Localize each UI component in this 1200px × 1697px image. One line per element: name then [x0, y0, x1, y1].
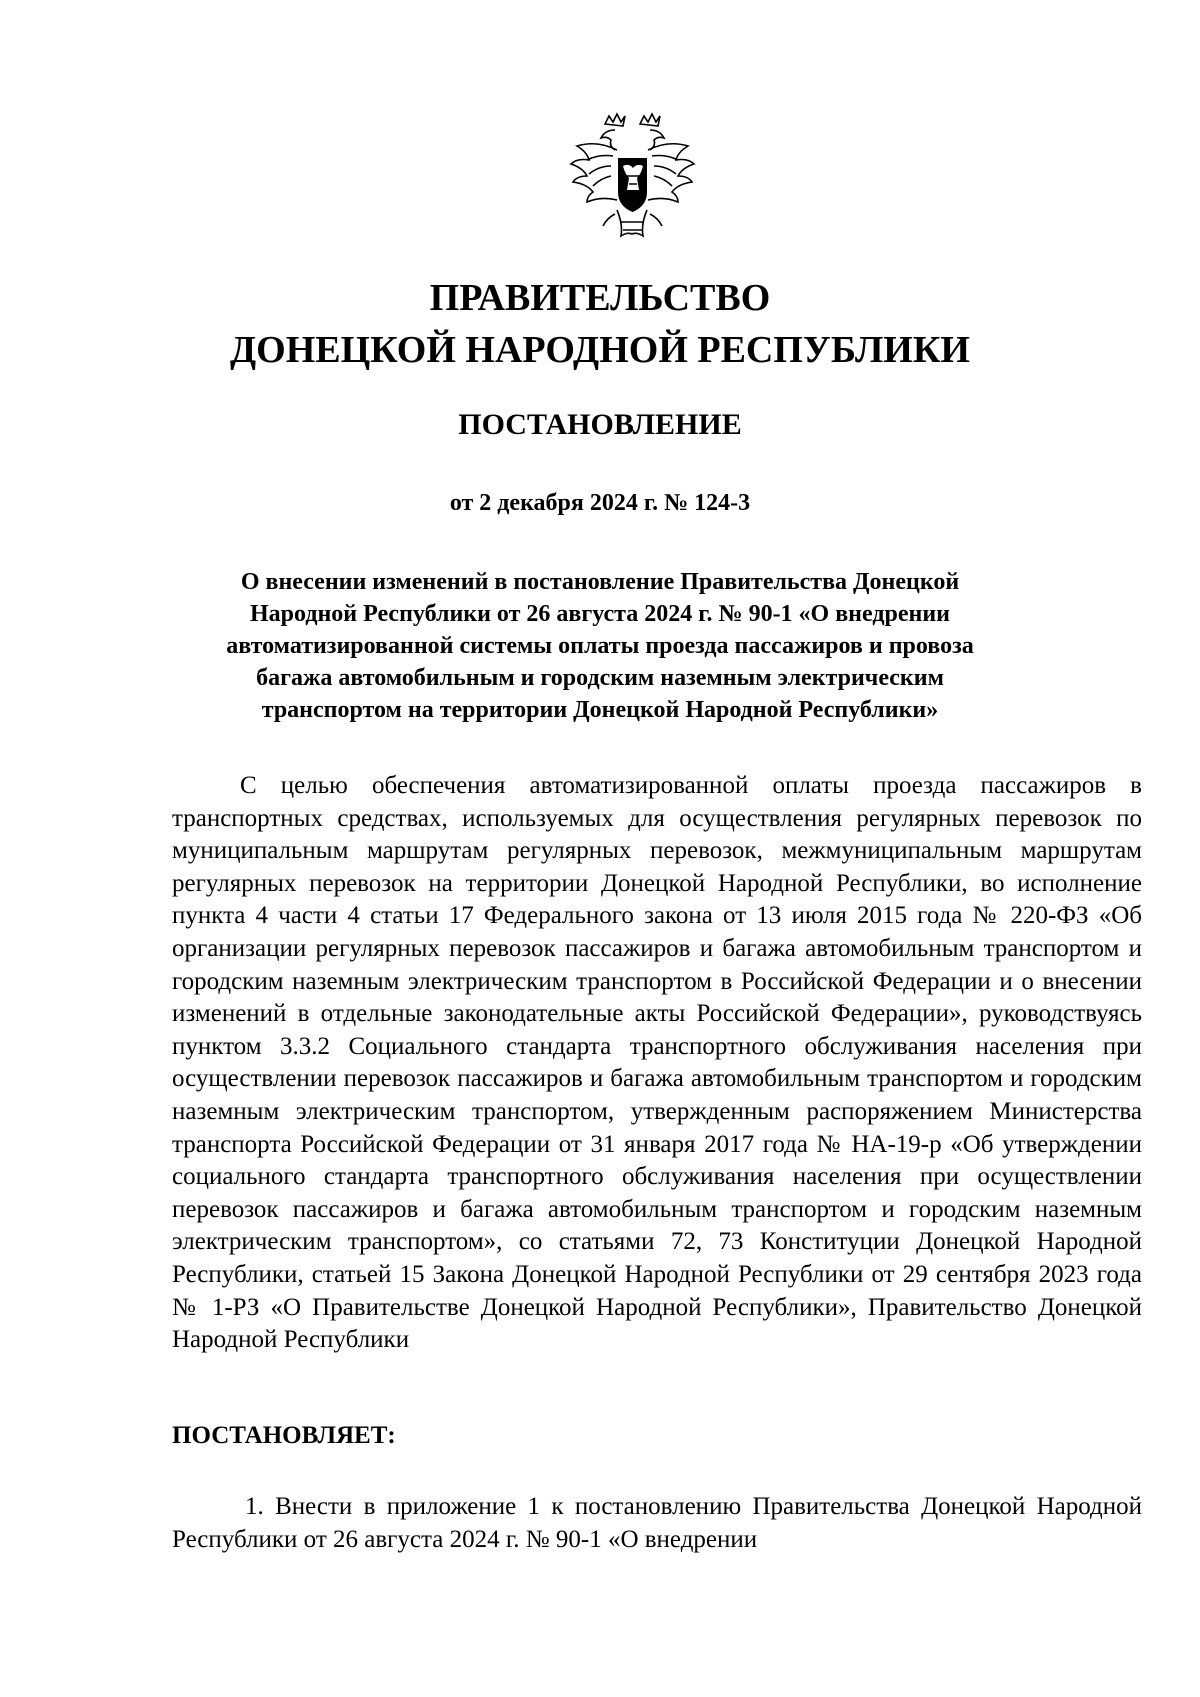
document-subject	[0, 566, 1200, 726]
document-type: ПОСТАНОВЛЕНИЕ	[458, 408, 742, 441]
preamble-paragraph: С целью обеспечения автоматизированной оплаты проезда пассажиров в транспортных средствах, используемых для осуществления регулярных перевозок по муниципальным маршрутам регулярных перевозок, межмуниципальным маршрутам регулярных перевозок на территории Донецкой Народной Республики, во исполнение пункта 4 части 4 статьи 17 Федерального закона от 13 июля 2015 года № 220-ФЗ «Об организации регулярных перевозок пассажиров и багажа автомобильным транспортом и городским наземным электрическим транспортом в Российской Федерации и о внесении изменений в отдельные законодательные акты Российской Федерации», руководствуясь пунктом 3.3.2 Социального стандарта транспортного обслуживания населения при осуществлении перевозок пассажиров и багажа автомобильным транспортом и городским наземным электрическим транспортом, утвержденным распоряжением Министерства транспорта Российской Федерации от 31 января 2017 года № НА-19-р «Об утверждении социального стандарта транспортного обслуживания населения при осуществлении перевозок пассажиров и багажа автомобильным транспортом и городским наземным электрическим транспортом», со статьями 72, 73 Конституции Донецкой Народной Республики, статьей 15 Закона Донецкой Народной Республики от 29 сентября 2023 года № 1-РЗ «О Правительстве Донецкой Народной Республики», Правительство Донецкой Народной Республики	[172, 772, 1142, 1354]
subject-line: Народной Республики от 26 августа 2024 г. № 90-1 «О внедрении	[250, 601, 950, 627]
resolves-heading: ПОСТАНОВЛЯЕТ:	[172, 1422, 396, 1449]
subject-line: О внесении изменений в постановление Правительства Донецкой	[240, 569, 960, 595]
government-title-line2: ДОНЕЦКОЙ НАРОДНОЙ РЕСПУБЛИКИ	[230, 329, 970, 371]
subject-line: автоматизированной системы оплаты проезда пассажиров и провоза	[226, 633, 974, 659]
subject-line: багажа автомобильным и городским наземным электрическим	[256, 665, 944, 691]
coat-of-arms-icon	[565, 110, 700, 255]
document-date-number: от 2 декабря 2024 г. № 124-3	[449, 490, 751, 516]
resolution-item-1: 1. Внести в приложение 1 к постановлению Правительства Донецкой Народной Республики от 26 августа 2024 г. № 90-1 «О внедрении	[172, 1493, 1142, 1553]
subject-line: транспортом на территории Донецкой Народной Республики»	[261, 697, 939, 723]
government-title-line1: ПРАВИТЕЛЬСТВО	[429, 277, 771, 319]
preamble	[172, 770, 1142, 1357]
government-title	[0, 272, 1200, 376]
